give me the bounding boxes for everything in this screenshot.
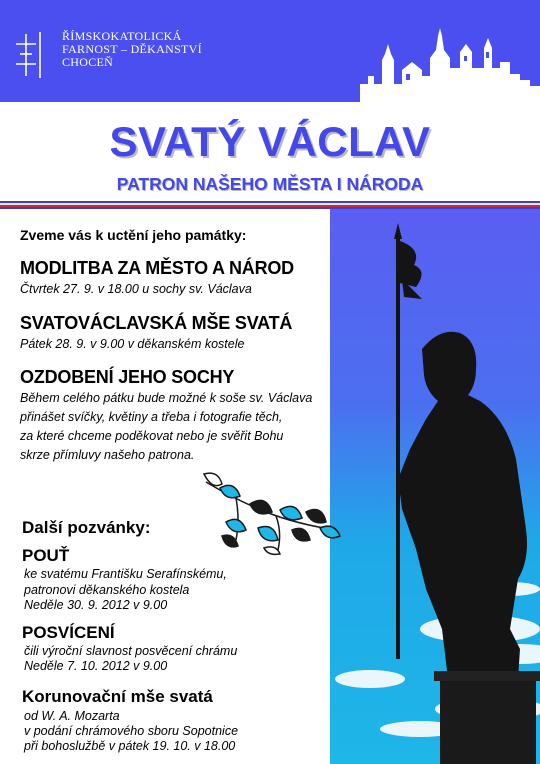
event-detail-decoration-3: za které chceme poděkovat nebo je svěřit Bohu	[20, 429, 284, 443]
event-title-decoration: OZDOBENÍ JEHO SOCHY	[20, 367, 235, 387]
event-detail-mass: Pátek 28. 9. v 9.00 v děkanském kostele	[20, 337, 245, 351]
feast-line-2: Neděle 7. 10. 2012 v 9.00	[24, 659, 168, 673]
event-detail-prayer: Čtvrtek 27. 9. v 18.00 u sochy sv. Václava	[20, 282, 252, 296]
coronation-line-1: od W. A. Mozarta	[24, 709, 120, 723]
event-detail-decoration-2: přinášet svíčky, květiny a třeba i fotografie těch,	[20, 410, 283, 424]
linden-branch-illustration	[196, 470, 346, 556]
parish-line-2: FARNOST – DĚKANSTVÍ	[62, 42, 202, 56]
double-cross-icon	[12, 30, 52, 80]
parish-name	[62, 30, 202, 69]
pilgrimage-line-2: patronovi děkanského kostela	[24, 583, 190, 597]
page-title: SVATÝ VÁCLAV	[109, 118, 431, 165]
parish-line-3: CHOCEŇ	[62, 55, 114, 69]
coronation-line-3: při bohoslužbě v pátek 19. 10. v 18.00	[24, 739, 236, 753]
invite-text: Zveme vás k uctění jeho památky:	[20, 227, 247, 243]
pilgrimage-line-1: ke svatému Františku Serafínskému,	[24, 567, 227, 581]
pilgrimage-line-3: Neděle 30. 9. 2012 v 9.00	[24, 598, 168, 612]
coronation-mass-title: Korunovační mše svatá	[22, 687, 213, 706]
header-band	[0, 0, 540, 102]
event-detail-decoration-1: Během celého pátku bude možné k soše sv. Václava	[20, 391, 313, 405]
event-title-prayer: MODLITBA ZA MĚSTO A NÁROD	[20, 258, 294, 278]
event-detail-decoration-4: skrze přímluvy našeho patrona.	[20, 448, 195, 462]
feast-line-1: čili výroční slavnost posvěcení chrámu	[24, 644, 238, 658]
tricolor-stripe	[0, 201, 540, 209]
page-subtitle: PATRON NAŠEHO MĚSTA I NÁRODA	[116, 174, 424, 194]
pilgrimage-title: POUŤ	[22, 546, 70, 565]
feast-title: POSVÍCENÍ	[22, 623, 115, 642]
coronation-line-2: v podání chrámového sboru Sopotnice	[24, 724, 239, 738]
event-title-mass: SVATOVÁCLAVSKÁ MŠE SVATÁ	[20, 313, 293, 333]
more-invitations-heading: Další pozvánky:	[22, 518, 151, 537]
town-skyline-silhouette	[360, 14, 540, 102]
parish-line-1: ŘÍMSKOKATOLICKÁ	[62, 29, 182, 43]
st-wenceslas-statue-image	[330, 209, 540, 764]
